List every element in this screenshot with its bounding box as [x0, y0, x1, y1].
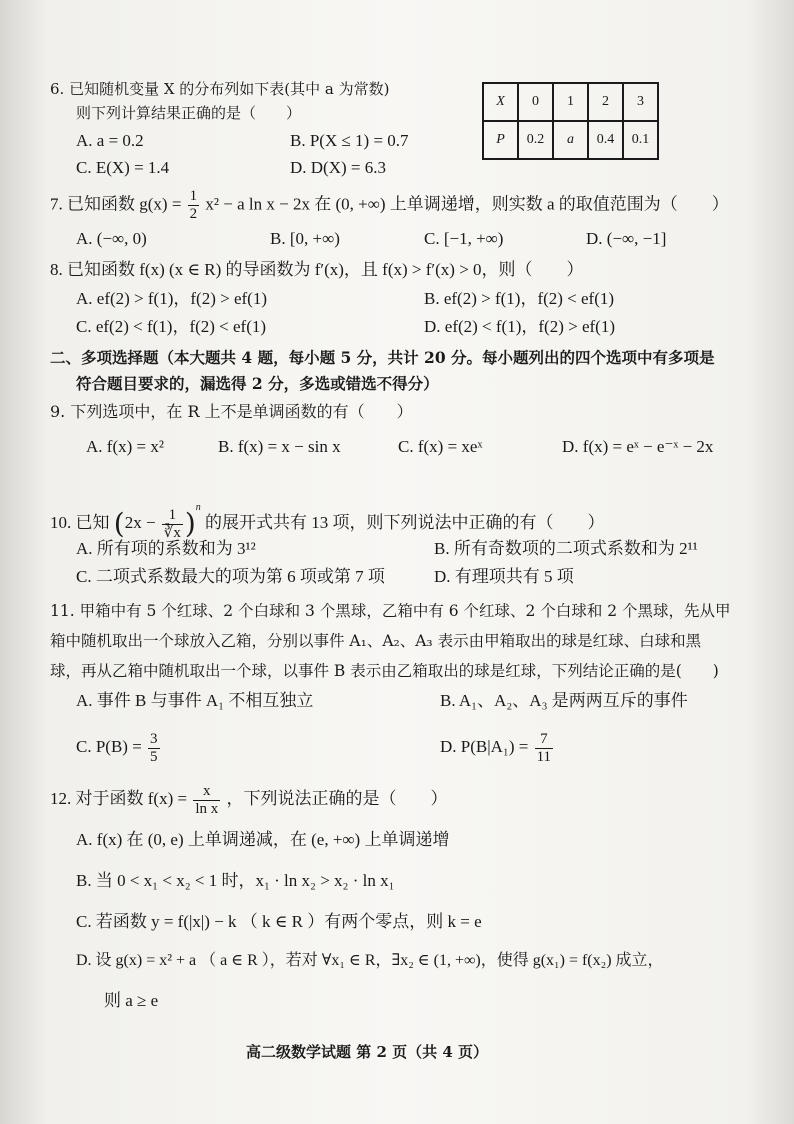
fraction-numerator: x	[193, 784, 220, 801]
q8-option-b: B. ef(2) > f(1)，f(2) < ef(1)	[424, 289, 615, 308]
section-heading-line2: 符合题目要求的，漏选得 2 分，多选或错选不得分）	[76, 374, 439, 393]
left-paren: (	[113, 507, 125, 541]
q9-option-b: B. f(x) = x − sin x	[218, 437, 341, 456]
fraction-denominator: 2	[189, 206, 198, 222]
q10-stem	[50, 488, 605, 544]
q7-stem-pre: 已知函数 g(x) =	[67, 194, 182, 214]
q11-option-d-fraction	[535, 732, 553, 765]
q7-stem	[50, 189, 729, 222]
q12-stem	[50, 779, 448, 819]
q6-option-d: D. D(X) = 6.3	[290, 158, 386, 177]
page-footer: 高二级数学试题 第 2 页（共 4 页）	[246, 1043, 488, 1061]
q10-number: 10.	[50, 513, 72, 532]
q8-stem-text: 已知函数 f(x) (x ∈ R) 的导函数为 f′(x)，且 f(x) > f′(x) > 0，则（ ）	[67, 260, 584, 279]
q11-stem-line3: 球，再从乙箱中随机取出一个球，以事件 B 表示由乙箱取出的球是红球，下列结论正确的是( )	[50, 662, 719, 680]
q7-option-a: A. (−∞, 0)	[76, 229, 147, 248]
q9-stem-text: 下列选项中，在 R 上不是单调函数的有（ ）	[70, 402, 413, 421]
q11-option-c-fraction	[148, 732, 160, 765]
q6-stem-line1	[50, 78, 390, 100]
table-cell: 0.2	[518, 121, 553, 159]
q8-stem	[50, 259, 584, 281]
q7-stem-post: x² − a ln x − 2x 在 (0, +∞) 上单调递增，则实数 a 的取值范围为（ ）	[205, 194, 729, 214]
q11-stem-line1	[50, 600, 731, 622]
table-row	[483, 121, 658, 159]
q10-stem-post: 的展开式共有 13 项，则下列说法中正确的有（ ）	[205, 513, 605, 532]
q9-stem	[50, 401, 413, 423]
fraction-denominator: 11	[536, 748, 552, 765]
table-cell: P	[483, 121, 518, 159]
fraction-numerator: 7	[535, 732, 553, 749]
q10-option-d: D. 有理项共有 5 项	[434, 567, 574, 586]
q10-option-a: A. 所有项的系数和为 3¹²	[76, 539, 256, 558]
table-cell: 0	[518, 83, 553, 121]
table-cell: X	[483, 83, 518, 121]
fraction-numerator: 3	[150, 730, 158, 747]
q11-stem-line2: 箱中随机取出一个球放入乙箱，分别以事件 A₁、A₂、A₃ 表示由甲箱取出的球是红球、白球和黑	[50, 632, 702, 650]
q10-binomial-base: 2x −	[124, 513, 156, 532]
table-cell: 0.1	[623, 121, 658, 159]
q11-option-d	[440, 727, 555, 767]
q12-stem-post: ，下列说法正确的是（ ）	[226, 789, 448, 808]
q12-option-d: D. 设 g(x) = x² + a （ a ∈ R ），若对 ∀x₁ ∈ R，∃x₂ ∈ (1, +∞)，使得 g(x₁) = f(x₂) 成立，	[76, 952, 664, 969]
q9-option-a: A. f(x) = x²	[86, 437, 164, 456]
q12-option-c: C. 若函数 y = f(|x|) − k （ k ∈ R ）有两个零点，则 k = e	[76, 912, 482, 931]
q7-number: 7.	[50, 194, 63, 214]
q6-option-a: A. a = 0.2	[76, 131, 144, 150]
q6-option-b: B. P(X ≤ 1) = 0.7	[290, 131, 409, 150]
q10-fraction	[162, 508, 183, 541]
q9-option-d: D. f(x) = eˣ − e⁻ˣ − 2x	[562, 437, 714, 456]
q12-option-d-cont: 则 a ≥ e	[104, 991, 159, 1010]
q8-option-a: A. ef(2) > f(1)，f(2) > ef(1)	[76, 289, 267, 308]
q7-option-c: C. [−1, +∞)	[424, 229, 504, 248]
q11-option-b: B. A₁、A₂、A₃ 是两两互斥的事件	[440, 691, 688, 710]
table-cell: 3	[623, 83, 658, 121]
q6-number: 6.	[50, 80, 65, 98]
q12-stem-pre: 对于函数 f(x) =	[75, 789, 188, 808]
q10-exponent: n	[195, 502, 201, 513]
q12-number: 12.	[50, 789, 72, 808]
q7-option-d: D. (−∞, −1]	[586, 229, 667, 248]
table-cell: a	[553, 121, 588, 159]
q6-stem-text: 已知随机变量 X 的分布列如下表(其中 a 为常数)	[69, 80, 390, 98]
q10-option-b: B. 所有奇数项的二项式系数和为 2¹¹	[434, 539, 698, 558]
q11-stem-text: 甲箱中有 5 个红球、2 个白球和 3 个黑球，乙箱中有 6 个红球、2 个白球和 2 个黑球，先从甲	[79, 602, 731, 620]
q6-stem-line2: 则下列计算结果正确的是（ ）	[76, 104, 302, 122]
fraction-denominator: ∛x	[163, 524, 181, 541]
q6-distribution-table	[482, 82, 659, 160]
q9-number: 9.	[50, 402, 66, 421]
q9-option-c: C. f(x) = xeˣ	[398, 437, 483, 456]
q12-option-b: B. 当 0 < x₁ < x₂ < 1 时，x₁ · ln x₂ > x₂ · ln x₁	[76, 871, 395, 890]
q11-option-c	[76, 727, 162, 767]
q12-option-a: A. f(x) 在 (0, e) 上单调递减，在 (e, +∞) 上单调递增	[76, 830, 450, 849]
q11-number: 11.	[50, 602, 75, 620]
fraction-numerator: 1	[189, 188, 198, 204]
fraction-numerator: 1	[162, 508, 183, 525]
q10-stem-pre: 已知	[75, 513, 110, 532]
fraction-denominator: ln x	[195, 800, 219, 817]
table-cell: 2	[588, 83, 623, 121]
q12-fraction	[193, 784, 220, 817]
section-heading-line1: 二、多项选择题（本大题共 4 题，每小题 5 分，共计 20 分。每小题列出的四个选项中有多项是	[50, 348, 715, 367]
q6-option-c: C. E(X) = 1.4	[76, 158, 170, 177]
q11-option-c-pre: C. P(B) =	[76, 737, 142, 756]
table-row	[483, 83, 658, 121]
right-paren: )	[184, 507, 196, 541]
table-cell: 0.4	[588, 121, 623, 159]
q11-option-d-pre: D. P(B|A₁) =	[440, 737, 529, 756]
q8-number: 8.	[50, 260, 63, 279]
q8-option-d: D. ef(2) < f(1)，f(2) > ef(1)	[424, 317, 615, 336]
table-cell: 1	[553, 83, 588, 121]
q7-fraction	[188, 189, 200, 222]
fraction-denominator: 5	[150, 748, 158, 765]
q7-option-b: B. [0, +∞)	[270, 229, 340, 248]
q11-option-a: A. 事件 B 与事件 A₁ 不相互独立	[76, 691, 314, 710]
q8-option-c: C. ef(2) < f(1)，f(2) < ef(1)	[76, 317, 267, 336]
q10-option-c: C. 二项式系数最大的项为第 6 项或第 7 项	[76, 567, 385, 586]
